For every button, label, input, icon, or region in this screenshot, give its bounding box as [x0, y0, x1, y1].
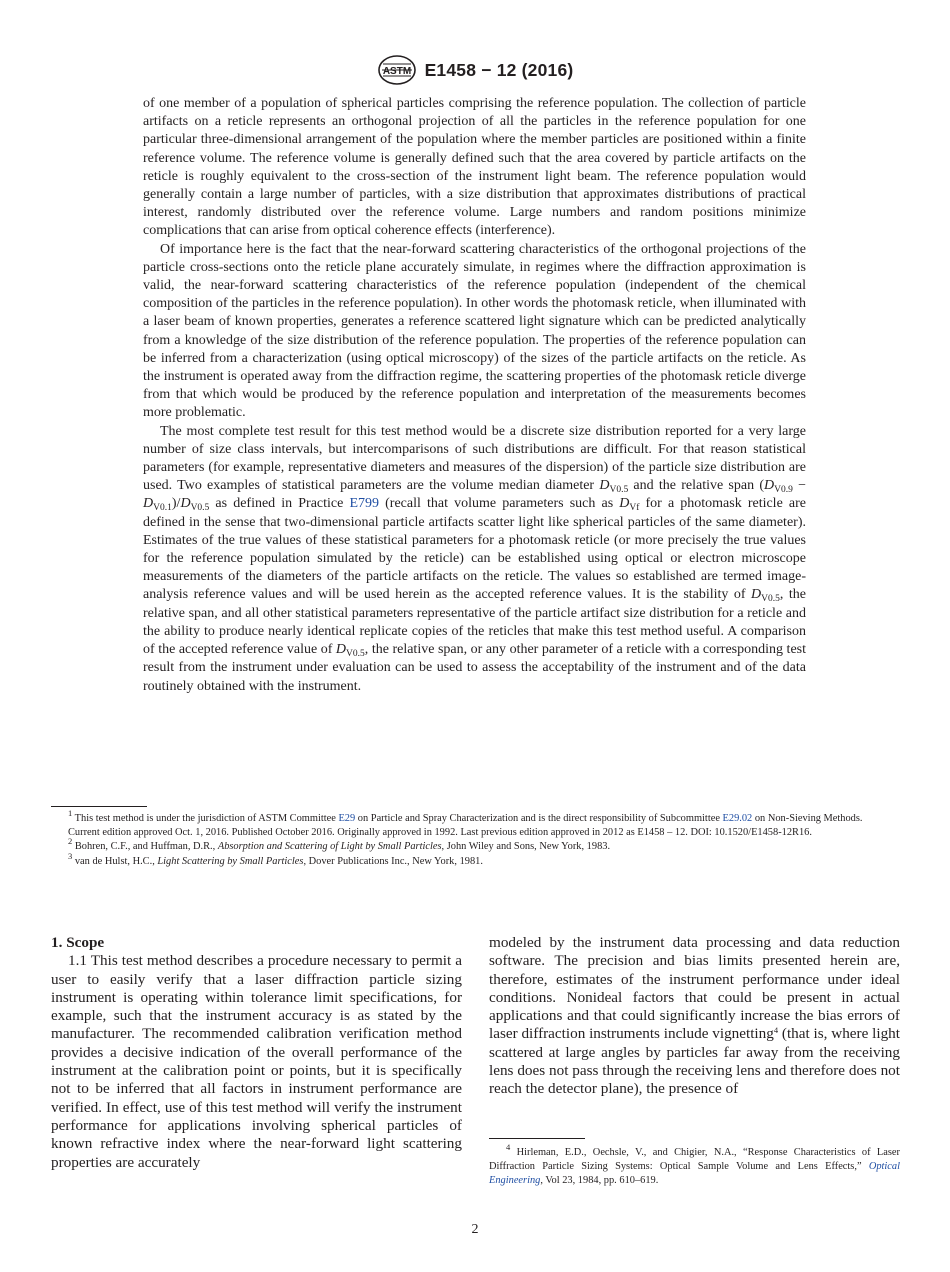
left-column — [51, 934, 462, 1172]
intro-paragraph-1: of one member of a population of spherical particles comprising the reference population. The collection of particle artifacts on a reticle represents an orthogonal projection of all the particles in the reference population for one particular three-dimensional arrangement of the population where the member particles are positioned within a finite reference volume. The reference volume is generally defined such that the area covered by particle artifacts on the reticle is roughly equivalent to the cross-section of the instrument light beam. The reference population would generally contain a large number of particles, with a size distribution that approximates distributions of practical interest, randomly distributed over the reference volume. Large numbers and random positions minimize complications that can arise from optical coherence effects (interference). — [143, 96, 806, 239]
footnotes — [51, 808, 901, 869]
document-header — [0, 54, 950, 86]
svg-text:ASTM: ASTM — [382, 66, 411, 77]
intro-paragraph-2: Of importance here is the fact that the near-forward scattering characteristics of the orthogonal projections of the particle cross-sections onto the reticle plane accurately simulate, in regimes where the diffraction approximation is valid, the near-forward scattering characteristics of the reference population (independent of the chemical composition of the particles in the reference population). In other words the photomask reticle, when illuminated with a laser beam of known properties, generates a reference scattered light signature which can be predicted analytically from a knowledge of the size distribution of the reference population. The properties of the reference population can be inferred from a characterization (using optical microscopy) of the sizes of the particle artifacts on the reticle. As the instrument is operated away from the diffraction regime, the scattering properties of the photomask reticle diverge from that which would be produced by the reference population and interpretation of the measurements becomes more problematic. — [143, 241, 806, 421]
footnote-2: $^2$ Bohren, C.F., and Huffman, D.R., Absorption and Scattering of Light by Small Particles, John Wiley and Sons, New York, 1983. — [68, 836, 611, 853]
right-footnote-divider — [489, 1138, 585, 1139]
footnote-4: $^4$ Hirleman, E.D., Oechsle, V., and Chigier, N.A., “Response Characteristics of Laser Diffraction Particle Sizing Systems: Optical Sample Volume and Lens Effects,” Optical Engineering, Vol 23, 1984, pp. 610–619. — [489, 1142, 900, 1187]
footnote-3: $^3$ van de Hulst, H.C., Light Scattering by Small Particles, Dover Publications Inc., New York, 1981. — [68, 850, 483, 867]
astm-logo-icon — [377, 54, 417, 86]
footnote-1: $^1$ This test method is under the jurisdiction of ASTM Committee E29 on Particle and Spray Characterization and is the direct responsibility of Subcommittee E29.02 on Non-Sieving Methods. — [68, 808, 863, 824]
footnote-divider — [51, 806, 147, 807]
subcommittee-e29-02-link[interactable]: E29.02 — [722, 813, 753, 824]
scope-paragraph-1-1-continued: modeled by the instrument data processing and data reduction software. The precision and bias limits presented herein are, therefore, estimates of the instrument performance under ideal conditions. Nonideal factors that could be present in actual applications and that could significantly increase the bias errors of laser diffraction instruments include vignetting$^4$ (that is, where light scattered at large angles by particles far away from the receiving lens does not pass through the receiving lens and therefore does not reach the detector plane), the presence of — [489, 934, 900, 1098]
page-number: 2 — [471, 1222, 479, 1237]
intro-text — [143, 95, 806, 696]
intro-paragraph-3: The most complete test result for this test method would be a discrete size distribution reported for a very large number of size class intervals, but intercomparisons of such distributions are difficult. For that reason statistical parameters (for example, representative diameters and measures of the dispersion) of the particle size distribution are used. Two examples of statistical parameters are the volume median diameter $D_{V0.5}$ and the relative span $(D_{V0.9} - D_{V0.1})/D_{V0.5}$ as defined in Practice E799 (recall that volume parameters such as $D_{Vf}$ for a photomask reticle are defined in the sense that two-dimensional particle artifacts scatter light like spherical particles of the same diameter). Estimates of the true values of these statistical parameters for a photomask reticle (or more precisely the true values for the reference population simulated by the reticle) can be established using optical or electron microscope measurements of the diameters of the particle artifacts on the reticle. The values so established are termed image-analysis reference values and will be used herein as the accepted reference values. It is the stability of $D_{V0.5}$, the relative span, and all other statistical parameters representative of the particle artifact size distribution for a reticle and the ability to produce nearly identical replicate copies of the reticles that make this test method useful. A comparison of the accepted reference value of $D_{V0.5}$, the relative span, or any other parameter of a reticle with a corresponding test result from the instrument under evaluation can be used to assess the acceptability of the instrument and of the data routinely obtained with the instrument. — [143, 423, 806, 694]
footnote-edition: Current edition approved Oct. 1, 2016. Published October 2016. Originally approved in 1992. Last previous edition approved in 2012 as E1458 – 12. DOI: 10.1520/E1458-12R16. — [68, 827, 812, 839]
scope-paragraph-1-1: 1.1 This test method describes a procedure necessary to permit a user to easily verify that a laser diffraction particle sizing instrument is operating within tolerance limit specifications, for example, such that the instrument accuracy is as stated by the manufacturer. The recommended calibration verification method provides a decisive indication of the overall performance of the instrument at the calibration point or points, but it is specifically not to be inferred that all factors in instrument performance are verified. In effect, use of this test method will verify the instrument performance for applications involving spherical particles of known refractive index where the near-forward light scattering properties are accurately — [51, 952, 462, 1171]
section-heading-scope: 1. Scope — [51, 934, 105, 951]
committee-e29-link[interactable]: E29 — [338, 813, 356, 824]
standard-designation: E1458 − 12 (2016) — [424, 59, 574, 80]
right-column — [489, 934, 900, 1099]
practice-e799-link[interactable]: E799 — [349, 496, 380, 512]
optical-engineering-link[interactable]: Optical Engineering — [489, 1161, 900, 1187]
